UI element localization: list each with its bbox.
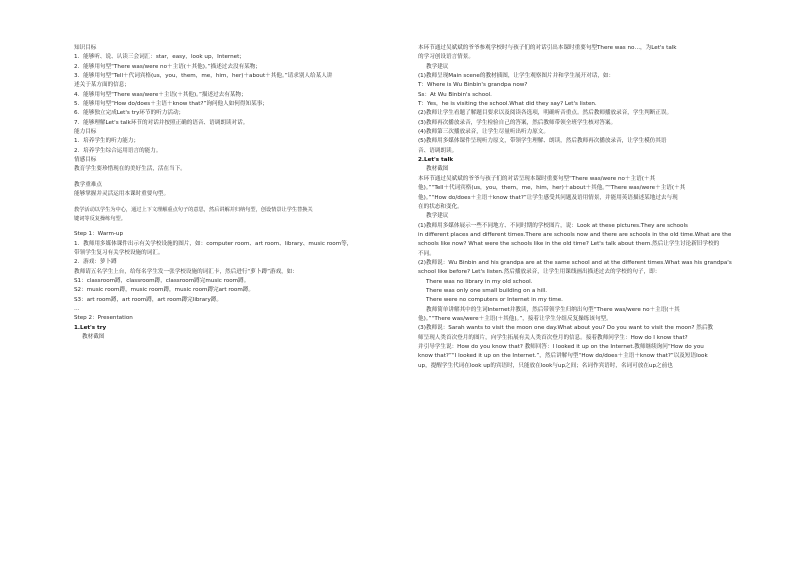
text-line: S3：art room蹲，art room蹲，art room蹲完library蹲。 [74, 296, 222, 303]
text-line: 他)。”“How do/does＋主语＋know that?”让学生感受其问题及语用情景，并能用英语描述某地过去与现 [418, 194, 678, 201]
text-line: 3．能够用句型“Tell＋代词宾格(us，you，them，me，him，her)＋about＋其他。”请求别人给某人讲 [74, 73, 333, 80]
text-line: 并引导学生说：How do you know that? 教师回答：I looked it up on the Internet.教师继续询问“How do you [418, 344, 704, 350]
text-line: 1.Let's try [74, 324, 107, 331]
text-line: schools like now? What were the schools like in the old time? Let's talk about them.然后让学生讨论新旧学校的 [418, 241, 720, 248]
text-line: 1．培养学生的听力能力； [74, 138, 140, 145]
text-line: S1：classroom蹲，classroom蹲，classroom蹲完music room蹲。 [74, 277, 250, 284]
text-line: 在的状态和变化。 [418, 203, 463, 210]
text-line: There was no library in my old school. [426, 278, 533, 285]
text-line: 不同。 [418, 250, 435, 257]
text-line: 能力目标 [74, 129, 97, 136]
text-line: T：Yes，he is visiting the school.What did they say? Let's listen. [418, 101, 597, 108]
text-line: 述关于某方面的信息； [74, 82, 130, 89]
text-line: 师呈现人类首次登月的图片，向学生拓展有关人类首次登月的信息。接着教师问学生：How do I know that? [418, 334, 688, 341]
right-column [418, 44, 736, 371]
text-line: 知识目标 [74, 45, 97, 51]
text-line: 教师简单讲解其中的生词Internet并教读，然后带领学生归纳出句型“There was/were no＋主语(＋其 [426, 306, 680, 313]
text-line: 教学建议 [426, 213, 449, 220]
text-line: 教育学生要珍惜现在的美好生活，活在当下。 [74, 166, 186, 173]
text-line: 教材截图 [426, 166, 449, 173]
text-line: 本环节通过吴斌斌的爷爷参观学校时与孩子们的对话引出本课时重要句型There was no…，为Let's talk [418, 45, 677, 51]
text-line: 教学活动以学生为中心，通过上下文理解重点句子的意思，然后讲解并归纳句型，创设情景让学生替换关 [74, 206, 313, 213]
text-line: 情感目标 [74, 157, 97, 164]
text-line: up，提醒学生代词在look up的宾语时，只能放在look与up之间；名词作宾语时，名词可放在up之前也 [418, 362, 673, 369]
text-line: 教学重难点 [74, 181, 102, 188]
text-line: school like before? Let's listen.然后播放录音，让学生用课线画出描述过去的学校的句子，即： [418, 269, 661, 276]
text-line: Step 2：Presentation [74, 315, 133, 322]
text-line: 教学建议 [426, 63, 449, 70]
text-line: (1)教师呈现Main scene的教材插图，让学生观察图片并和学生展开对话，如： [418, 73, 615, 80]
text-line: 7．能够理解Let's talk环节的对话并按照正确的语音、语调朗读对话。 [74, 119, 249, 126]
text-line: 1．能够听、说、认读三会词汇：star，easy，look up，Internet； [74, 54, 245, 61]
text-line: Step 1：Warm-up [74, 231, 124, 238]
text-line: 音、语调朗读。 [418, 147, 458, 154]
text-line: 教师请五名学生上台，给每名学生发一张学校设施的词汇卡，然后进行“萝卜蹲”游戏，如： [74, 268, 298, 275]
text-line: T：Where is Wu Binbin's grandpa now? [418, 82, 528, 89]
text-line: (4)教师第三次播放录音，让学生尽量听出听力原文。 [418, 129, 549, 136]
text-line: There was only one small building on a hill. [426, 287, 548, 294]
text-line: 他)。”“There was/were＋主语(＋其他)。”，接着让学生分组反复操练该句型。 [418, 315, 612, 322]
text-line: (2)教师说：Wu Binbin and his grandpa are at the same school and at the different times.What was his grandpa's [418, 259, 732, 266]
text-line: 5．能够用句型“How do/does＋主语＋know that?”询问他人如何得知某事； [74, 101, 268, 108]
text-line: Ss：At Wu Binbin's school. [418, 91, 492, 98]
text-line: 他)。”“Tell＋代词宾格(us，you，them，me，him，her)＋about＋其他。”“There was/were＋主语(＋其 [418, 185, 686, 192]
text-line: 教材截图 [82, 333, 105, 340]
text-line: 6．能够独立完成Let's try环节的听力活动； [74, 110, 185, 117]
text-line: know that?”“I looked it up on the Internet.”，然后讲解句型“How do/does＋主语＋know that?”以及短语look [418, 353, 708, 360]
text-line: 本环节通过吴斌斌的爷爷与孩子们的对话呈现本课时重要句型“There was/were no＋主语(＋其 [418, 175, 656, 182]
text-line: … [74, 305, 80, 312]
text-line: 带领学生复习有关学校设施的词汇。 [74, 249, 164, 256]
text-line: (3)教师说：Sarah wants to visit the moon one day.What about you? Do you want to visit the moon? 然后教 [418, 325, 714, 332]
text-line: (1)教师用多媒体展示一些不同地方、不同时期的学校图片，说：Look at these pictures.They are schools [418, 222, 688, 229]
text-line: 4．能够用句型“There was/were＋主语(＋其他)。”描述过去有某物； [74, 91, 247, 98]
text-line: (2)教师让学生看题了解题目要求以及阅读各选项，明确听音重点。然后教师播放录音，学生判断正误。 [418, 110, 673, 117]
text-line: 2．游戏：萝卜蹲 [74, 259, 117, 266]
left-column [74, 44, 392, 342]
text-line: (5)教师用多媒体课件呈现听力原文，带领学生理解、朗读，然后教师再次播放录音，让学生模仿其语 [418, 138, 667, 145]
text-line: There were no computers or Internet in my time. [426, 297, 563, 304]
text-line: 的学习创设语言情景。 [418, 54, 474, 61]
text-line: 键词等反复操练句型。 [74, 215, 126, 222]
text-line: S2：music room蹲，music room蹲，music room蹲完art room蹲。 [74, 287, 254, 294]
text-line: 2．能够用句型“There was/were no＋主语(＋其他)。”描述过去没有某物； [74, 63, 261, 70]
text-line: in different places and different times.There are schools now and there are schools in the old time.What are the [418, 231, 732, 238]
text-line: 能够掌握并灵活运用本课时重要句型。 [74, 191, 170, 198]
text-line: (3)教师再次播放录音，学生检验自己的答案，然后教师带领全班学生核对答案。 [418, 119, 617, 126]
text-line: 2.Let's talk [418, 157, 454, 164]
text-line: 2．培养学生综合运用语言的能力。 [74, 147, 162, 154]
text-line: 1．教师用多媒体课件出示有关学校设施的图片，如：computer room、art room、library、music room等， [74, 240, 353, 247]
